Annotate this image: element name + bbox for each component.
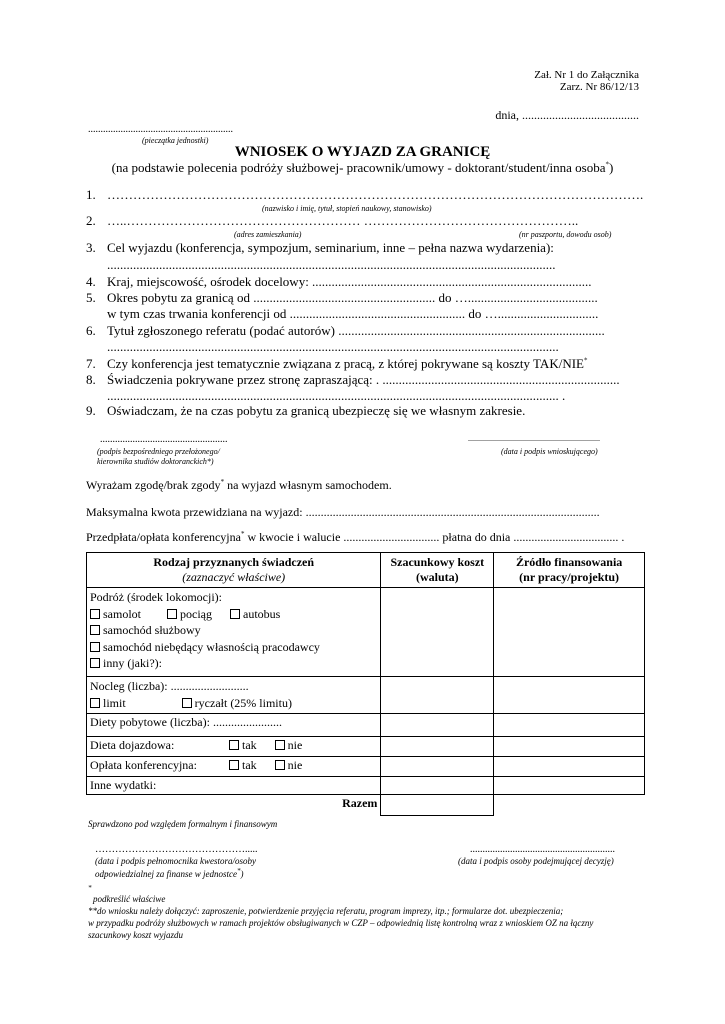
table-row-lodging: [87, 677, 645, 714]
commute-label: Dieta dojazdowa:: [90, 738, 175, 752]
host-benefits-field-2[interactable]: ........................................................................................................................................... .: [107, 388, 566, 403]
address-caption: (adres zamieszkania): [234, 230, 302, 239]
diets-cell: [87, 714, 381, 737]
purpose-field[interactable]: ..........................................................................................................................................: [107, 257, 556, 272]
item-number-9: 9.: [86, 403, 96, 418]
commute-cell: [87, 737, 381, 757]
commute-no-checkbox[interactable]: nie: [275, 738, 303, 752]
item-number-8: 8.: [86, 372, 96, 387]
other-transport-checkbox[interactable]: inny (jaki?):: [90, 655, 377, 672]
annex-line-2: Zarz. Nr 86/12/13: [559, 81, 639, 93]
annex-reference: [534, 69, 639, 93]
commute-cost-cell[interactable]: [381, 737, 494, 757]
lodging-funding-cell[interactable]: [494, 677, 645, 714]
stamp-dots: ..........................................................: [88, 124, 233, 135]
table-row-travel: [87, 588, 645, 677]
footnote-3: w przypadku podróży służbowych w ramach projektów obsługiwanych w CZP – odpowiednią listę kontrolną wraz z wnioskiem OZ na łączny: [88, 918, 594, 928]
diets-cost-cell[interactable]: [381, 714, 494, 737]
fee-funding-cell[interactable]: [494, 757, 645, 777]
max-amount-field[interactable]: Maksymalna kwota przewidziana na wyjazd: ..................................................................................................: [86, 505, 600, 519]
topic-related-question[interactable]: Czy konferencja jest tematycznie związana z pracą, z której pokrywane są koszty TAK/NIE*: [107, 356, 588, 371]
destination-field[interactable]: Kraj, miejscowość, ośrodek docelowy: ......................................................................................: [107, 274, 592, 289]
train-checkbox[interactable]: pociąg: [167, 607, 212, 621]
table-row-other: [87, 777, 645, 795]
stay-period-field[interactable]: Okres pobytu za granicą od ........................................................ do …........................................: [107, 290, 598, 305]
other-cell: [87, 777, 381, 795]
bus-checkbox[interactable]: autobus: [230, 607, 280, 621]
official-car-checkbox[interactable]: samochód służbowy: [90, 622, 377, 639]
item-number-4: 4.: [86, 274, 96, 289]
table-row-fee: [87, 757, 645, 777]
treasurer-signature-line[interactable]: ……………………………………….....: [95, 844, 258, 855]
item-number-3: 3.: [86, 240, 96, 255]
table-row-total: [87, 795, 645, 816]
total-cost-cell[interactable]: [381, 795, 494, 816]
fee-cost-cell[interactable]: [381, 757, 494, 777]
conference-fee-field[interactable]: Przedpłata/opłata konferencyjna* w kwocie i walucie ................................ płatna do dnia ................................... .: [86, 530, 625, 544]
supervisor-signature-line[interactable]: ...................................................: [100, 434, 228, 445]
limit-checkbox[interactable]: limit: [90, 696, 126, 710]
footnote-2: **do wniosku należy dołączyć: zaproszenie, potwierdzenie przyjęcia referatu, program imprezy, itp.; formularze dot. ubezpieczenia;: [88, 906, 564, 916]
applicant-signature-label: (data i podpis wnioskującego): [501, 447, 598, 456]
diets-field[interactable]: Diety pobytowe (liczba): .......................: [90, 715, 282, 729]
page-title: WNIOSEK O WYJAZD ZA GRANICĘ: [234, 144, 491, 160]
commute-yes-checkbox[interactable]: tak: [229, 738, 257, 752]
item-number-7: 7.: [86, 356, 96, 371]
item-number-1: 1.: [86, 187, 96, 202]
name-caption: (nazwisko i imię, tytuł, stopień naukowy, stanowisko): [262, 204, 432, 213]
supervisor-signature-label-2: kierownika studiów doktoranckich*): [97, 457, 214, 466]
other-funding-cell[interactable]: [494, 777, 645, 795]
conference-period-field[interactable]: w tym czas trwania konferencji od ...................................................... do …...............................: [107, 306, 599, 321]
lodging-field[interactable]: Nocleg (liczba): ..........................: [90, 679, 249, 693]
commute-funding-cell[interactable]: [494, 737, 645, 757]
date-field[interactable]: dnia, .......................................: [495, 108, 639, 122]
address-passport-field[interactable]: …..……………………………………………… …………………………………………..: [107, 213, 579, 228]
stamp-label: (pieczątka jednostki): [142, 136, 209, 145]
decision-signature-line[interactable]: ..........................................................: [470, 844, 615, 855]
fee-cell: [87, 757, 381, 777]
other-cost-cell[interactable]: [381, 777, 494, 795]
page-subtitle: (na podstawie polecenia podróży służbowej- pracownik/umowy - doktorant/student/inna osoba*): [111, 160, 614, 175]
treasurer-signature-label-1: (data i podpis pełnomocnika kwestora/osoby: [95, 856, 256, 866]
treasurer-signature-label-2: odpowiedzialnej za finanse w jednostce*): [95, 867, 244, 879]
header-estimated-cost: Szacunkowy koszt (waluta): [381, 553, 494, 588]
name-field[interactable]: …………………………………………………………………………………………………………….: [107, 187, 644, 202]
decision-signature-label: (data i podpis osoby podejmującej decyzję): [458, 856, 614, 866]
table-row-commute: [87, 737, 645, 757]
fee-no-checkbox[interactable]: nie: [275, 758, 303, 772]
lodging-cost-cell[interactable]: [381, 677, 494, 714]
footnote-4: szacunkowy koszt wyjazdu: [88, 930, 183, 940]
lump-sum-checkbox[interactable]: ryczałt (25% limitu): [182, 696, 292, 710]
fee-label: Opłata konferencyjna:: [90, 758, 197, 772]
private-car-checkbox[interactable]: samochód niebędący własnością pracodawcy: [90, 639, 377, 656]
annex-line-1: Zał. Nr 1 do Załącznika: [534, 69, 639, 81]
footnote-1: *: [88, 884, 92, 892]
paper-title-field-2[interactable]: ...........................................................................................................................................: [107, 339, 559, 354]
travel-cell: [87, 588, 381, 677]
footnote-1-text: podkreślić właściwe: [93, 894, 166, 904]
insurance-statement: Oświadczam, że na czas pobytu za granicą ubezpieczę się we własnym zakresie.: [107, 403, 526, 418]
travel-label: Podróż (środek lokomocji):: [90, 590, 222, 604]
total-label: Razem: [342, 796, 378, 810]
table-row-diets: [87, 714, 645, 737]
item-number-2: 2.: [86, 213, 96, 228]
paper-title-field[interactable]: Tytuł zgłoszonego referatu (podać autorów) ..................................................................................: [107, 323, 605, 338]
purpose-label: Cel wyjazdu (konferencja, sympozjum, seminarium, inne – pełna nazwa wydarzenia):: [107, 240, 554, 255]
plane-checkbox[interactable]: samolot: [90, 607, 141, 621]
supervisor-signature-label-1: (podpis bezpośredniego przełożonego/: [97, 447, 220, 456]
header-benefit-type: Rodzaj przyznanych świadczeń (zaznaczyć właściwe): [87, 553, 381, 588]
item-number-5: 5.: [86, 290, 96, 305]
diets-funding-cell[interactable]: [494, 714, 645, 737]
table-header-row: [87, 553, 645, 588]
fee-yes-checkbox[interactable]: tak: [229, 758, 257, 772]
lodging-cell: [87, 677, 381, 714]
other-expenses-label: Inne wydatki:: [90, 778, 157, 792]
applicant-signature-line[interactable]: ..................................................................: [468, 434, 600, 443]
checked-note: Sprawdzono pod względem formalnym i finansowym: [88, 819, 278, 829]
own-car-consent[interactable]: Wyrażam zgodę/brak zgody* na wyjazd własnym samochodem.: [86, 478, 392, 492]
passport-caption: (nr paszportu, dowodu osob): [519, 230, 612, 239]
host-benefits-field[interactable]: Świadczenia pokrywane przez stronę zapraszającą: . .........................................................................: [107, 372, 620, 387]
header-funding-source: Źródło finansowania (nr pracy/projektu): [494, 553, 645, 588]
benefits-table: [86, 552, 645, 816]
travel-cost-cell[interactable]: [381, 588, 494, 677]
item-number-6: 6.: [86, 323, 96, 338]
travel-funding-cell[interactable]: [494, 588, 645, 677]
